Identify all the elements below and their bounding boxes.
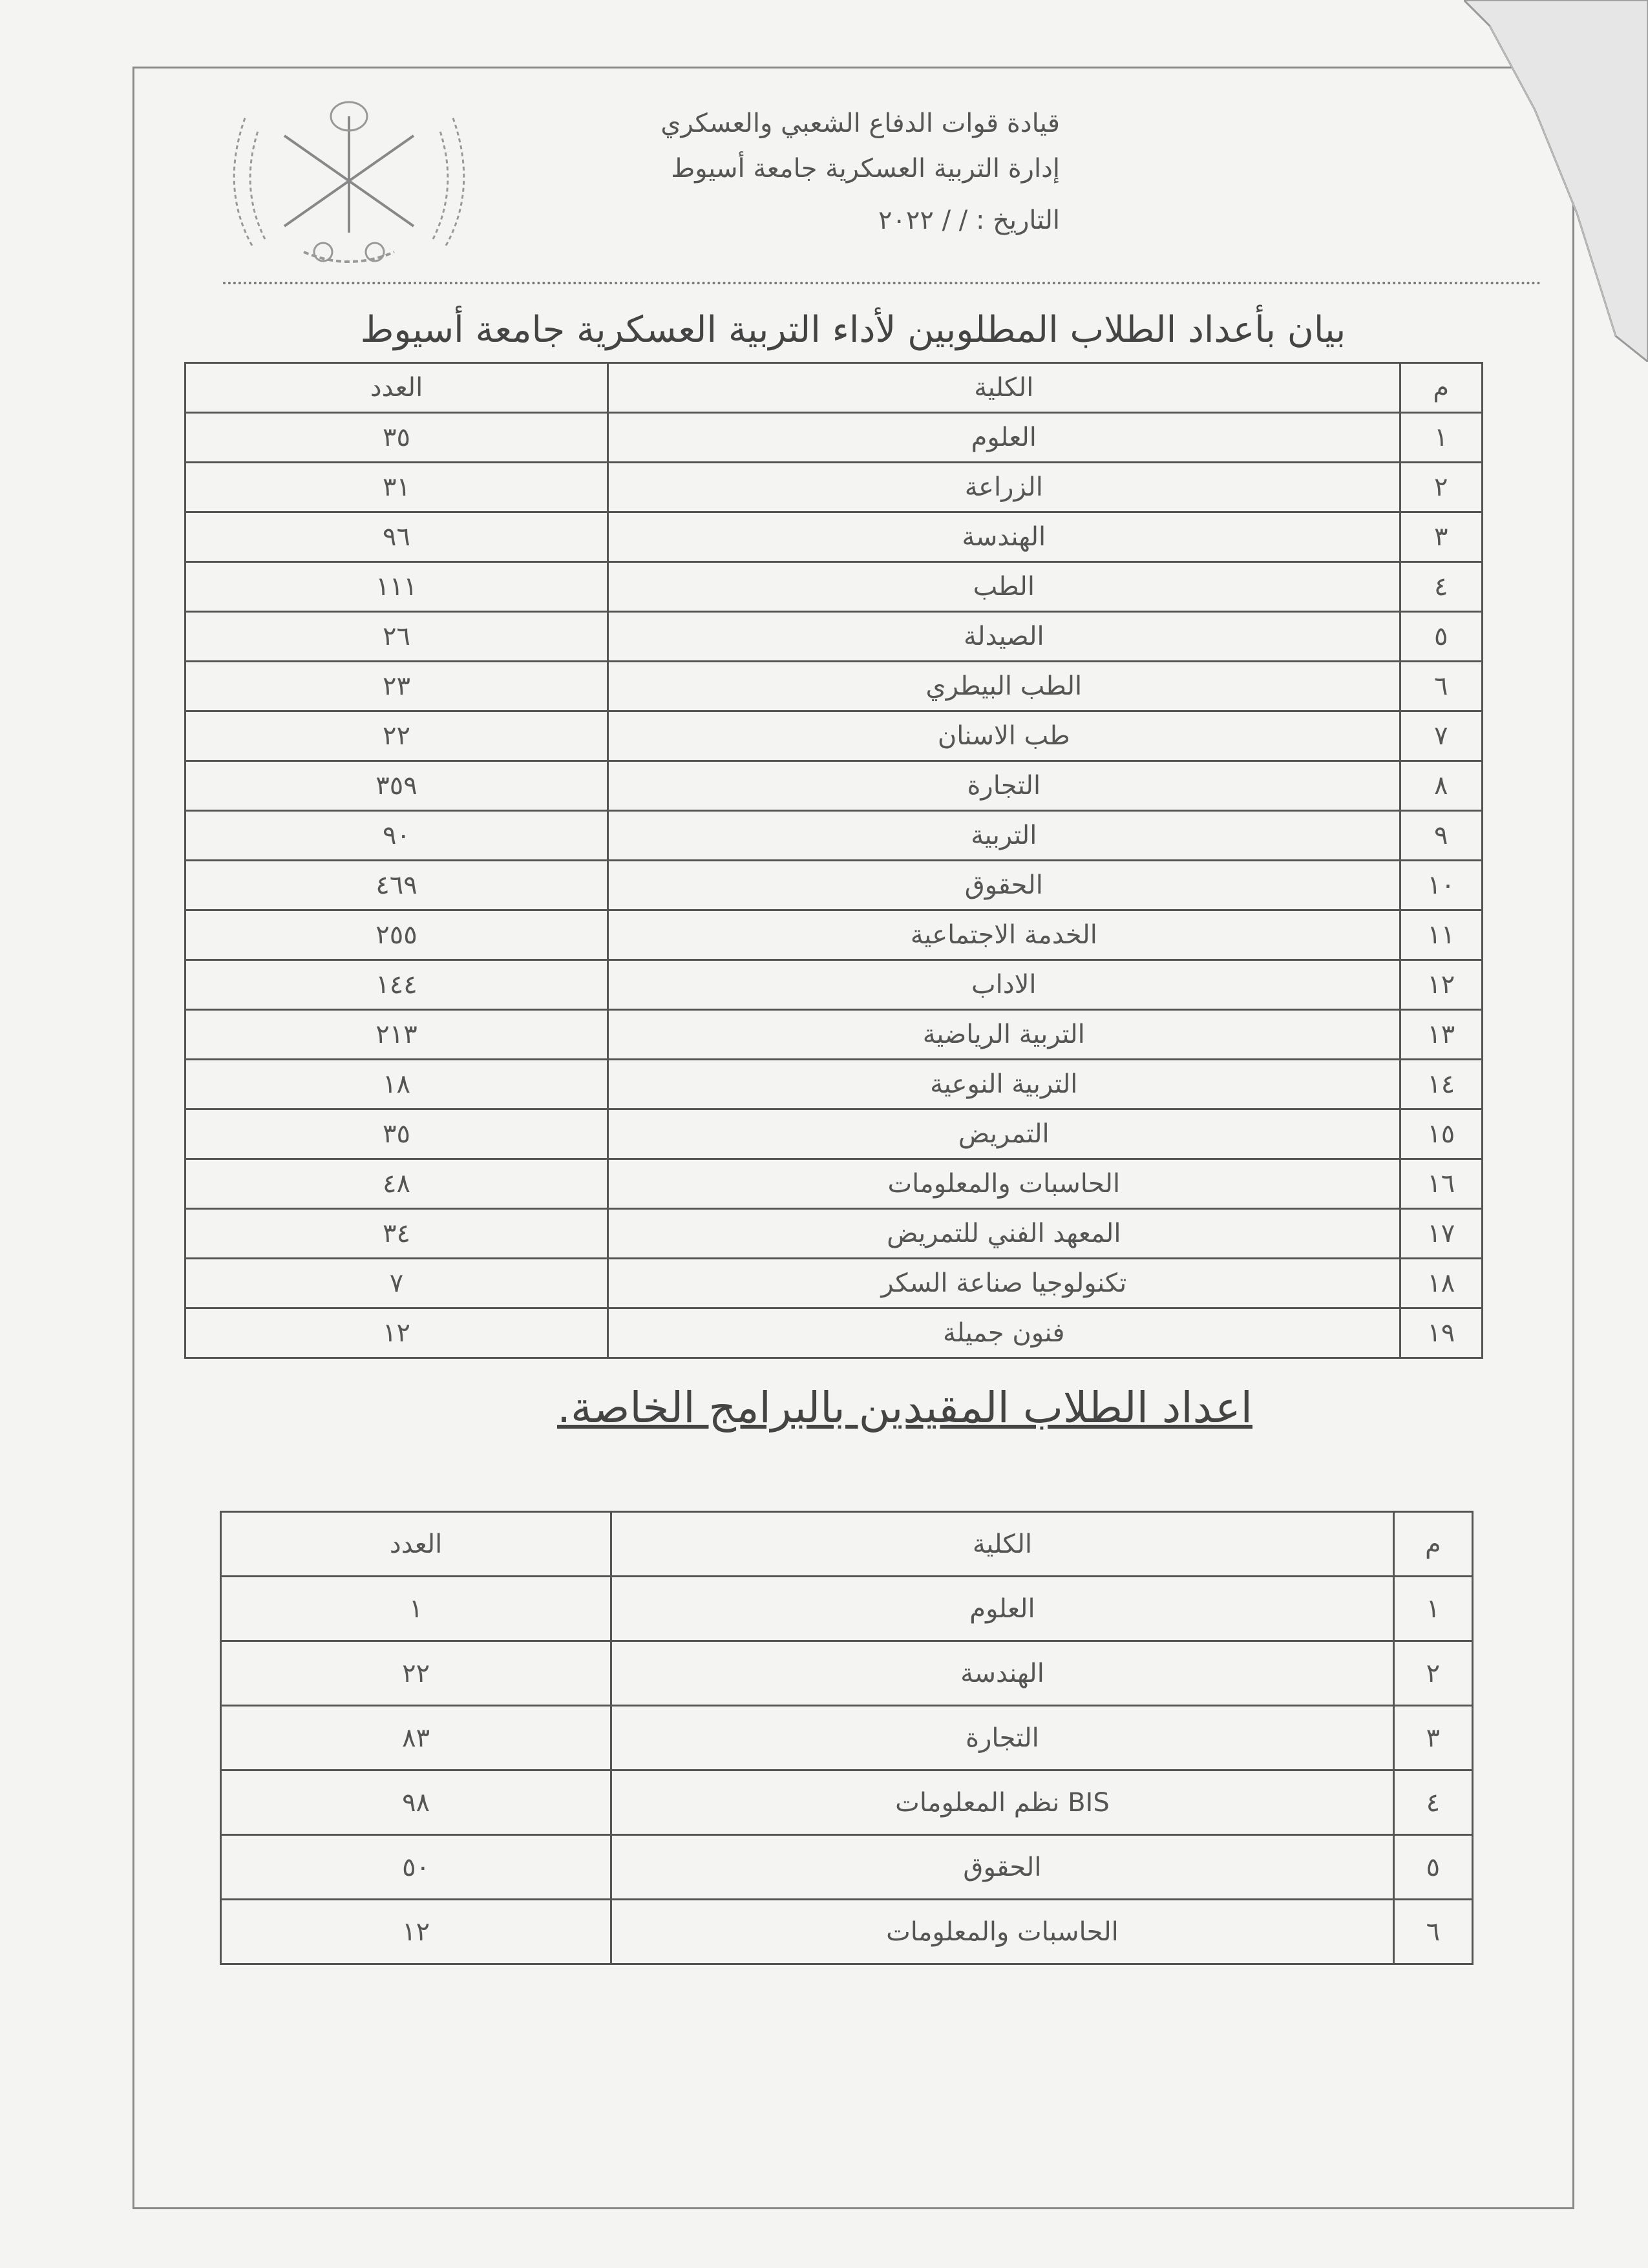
table-row <box>185 612 1483 662</box>
table-header-row <box>185 363 1483 413</box>
table-row <box>185 1259 1483 1308</box>
row-faculty: الحقوق <box>611 1835 1394 1900</box>
row-count: ٢٥٥ <box>185 910 608 960</box>
row-faculty: الحاسبات والمعلومات <box>607 1159 1400 1209</box>
row-number: ١٠ <box>1400 861 1482 910</box>
table-row <box>221 1770 1473 1835</box>
row-number: ٦ <box>1393 1900 1472 1964</box>
special-programs-table <box>220 1511 1474 1965</box>
row-faculty: الزراعة <box>607 463 1400 512</box>
row-faculty: BIS نظم المعلومات <box>611 1770 1394 1835</box>
table-row <box>185 512 1483 562</box>
row-number: ٤ <box>1393 1770 1472 1835</box>
table-row <box>185 910 1483 960</box>
table2-title: اعداد الطلاب المقيدين بالبرامج الخاصة. <box>556 1383 1253 1433</box>
required-students-table <box>184 362 1483 1359</box>
table-row <box>221 1900 1473 1964</box>
row-number: ١٢ <box>1400 960 1482 1010</box>
table-row <box>185 1308 1483 1358</box>
row-number: ٣ <box>1400 512 1482 562</box>
row-count: ٧ <box>185 1259 608 1308</box>
row-number: ١٥ <box>1400 1109 1482 1159</box>
row-count: ٢٦ <box>185 612 608 662</box>
header-date: التاريخ : / / ٢٠٢٢ <box>878 205 1060 235</box>
row-faculty: طب الاسنان <box>607 711 1400 761</box>
header-faculty: الكلية <box>607 363 1400 413</box>
row-faculty: التمريض <box>607 1109 1400 1159</box>
row-count: ٣٥ <box>185 1109 608 1159</box>
row-count: ١٢ <box>185 1308 608 1358</box>
row-number: ١٦ <box>1400 1159 1482 1209</box>
row-faculty: التجارة <box>611 1706 1394 1770</box>
table-row <box>185 562 1483 612</box>
header-authority: قيادة قوات الدفاع الشعبي والعسكري <box>660 109 1060 138</box>
table-row <box>185 960 1483 1010</box>
table-row <box>221 1706 1473 1770</box>
row-count: ٨٣ <box>221 1706 611 1770</box>
row-number: ٤ <box>1400 562 1482 612</box>
row-count: ٣٤ <box>185 1209 608 1259</box>
row-number: ٦ <box>1400 662 1482 711</box>
row-number: ١٧ <box>1400 1209 1482 1259</box>
row-count: ٢٢ <box>185 711 608 761</box>
header-num: م <box>1400 363 1482 413</box>
row-number: ٥ <box>1393 1835 1472 1900</box>
row-count: ٩٠ <box>185 811 608 861</box>
row-count: ١٢ <box>221 1900 611 1964</box>
row-count: ١١١ <box>185 562 608 612</box>
table-row <box>221 1835 1473 1900</box>
table-row <box>185 413 1483 463</box>
row-faculty: الطب <box>607 562 1400 612</box>
row-number: ١٩ <box>1400 1308 1482 1358</box>
row-number: ١ <box>1400 413 1482 463</box>
row-number: ٥ <box>1400 612 1482 662</box>
header-num: م <box>1393 1512 1472 1577</box>
row-count: ٢٢ <box>221 1641 611 1706</box>
row-count: ٣٥٩ <box>185 761 608 811</box>
row-count: ٤٦٩ <box>185 861 608 910</box>
row-number: ١٤ <box>1400 1060 1482 1109</box>
row-count: ٩٦ <box>185 512 608 562</box>
row-faculty: التربية الرياضية <box>607 1010 1400 1060</box>
row-count: ٣٥ <box>185 413 608 463</box>
row-faculty: تكنولوجيا صناعة السكر <box>607 1259 1400 1308</box>
table-row <box>185 1060 1483 1109</box>
row-count: ٣١ <box>185 463 608 512</box>
row-count: ١ <box>221 1577 611 1641</box>
header-faculty: الكلية <box>611 1512 1394 1577</box>
row-faculty: الحقوق <box>607 861 1400 910</box>
row-number: ٣ <box>1393 1706 1472 1770</box>
table-row <box>185 711 1483 761</box>
row-faculty: الهندسة <box>607 512 1400 562</box>
row-faculty: الطب البيطري <box>607 662 1400 711</box>
table-row <box>185 662 1483 711</box>
row-number: ٧ <box>1400 711 1482 761</box>
row-faculty: الخدمة الاجتماعية <box>607 910 1400 960</box>
row-number: ٢ <box>1400 463 1482 512</box>
header-divider <box>223 282 1541 284</box>
table-header-row <box>221 1512 1473 1577</box>
row-count: ٤٨ <box>185 1159 608 1209</box>
header-count: العدد <box>221 1512 611 1577</box>
row-faculty: التربية <box>607 811 1400 861</box>
row-faculty: الحاسبات والمعلومات <box>611 1900 1394 1964</box>
row-faculty: التجارة <box>607 761 1400 811</box>
folded-corner <box>1464 0 1648 362</box>
row-faculty: المعهد الفني للتمريض <box>607 1209 1400 1259</box>
row-number: ١٨ <box>1400 1259 1482 1308</box>
table-row <box>185 811 1483 861</box>
table-row <box>185 1010 1483 1060</box>
row-number: ٢ <box>1393 1641 1472 1706</box>
row-number: ١٣ <box>1400 1010 1482 1060</box>
table1-title: بيان بأعداد الطلاب المطلوبين لأداء التربية العسكرية جامعة أسيوط <box>360 309 1346 351</box>
row-count: ٢٣ <box>185 662 608 711</box>
table-row <box>185 861 1483 910</box>
row-number: ٨ <box>1400 761 1482 811</box>
row-count: ٢١٣ <box>185 1010 608 1060</box>
row-faculty: الهندسة <box>611 1641 1394 1706</box>
row-faculty: التربية النوعية <box>607 1060 1400 1109</box>
table-row <box>185 1159 1483 1209</box>
row-count: ٩٨ <box>221 1770 611 1835</box>
table-row <box>185 463 1483 512</box>
table-row <box>185 1109 1483 1159</box>
row-number: ١ <box>1393 1577 1472 1641</box>
row-faculty: الاداب <box>607 960 1400 1010</box>
table-row <box>221 1577 1473 1641</box>
table-row <box>185 761 1483 811</box>
row-faculty: العلوم <box>611 1577 1394 1641</box>
row-faculty: الصيدلة <box>607 612 1400 662</box>
row-number: ١١ <box>1400 910 1482 960</box>
table-row <box>185 1209 1483 1259</box>
header-count: العدد <box>185 363 608 413</box>
header-department: إدارة التربية العسكرية جامعة أسيوط <box>671 154 1060 184</box>
row-faculty: العلوم <box>607 413 1400 463</box>
row-number: ٩ <box>1400 811 1482 861</box>
row-faculty: فنون جميلة <box>607 1308 1400 1358</box>
table-row <box>221 1641 1473 1706</box>
row-count: ٥٠ <box>221 1835 611 1900</box>
row-count: ١٨ <box>185 1060 608 1109</box>
row-count: ١٤٤ <box>185 960 608 1010</box>
